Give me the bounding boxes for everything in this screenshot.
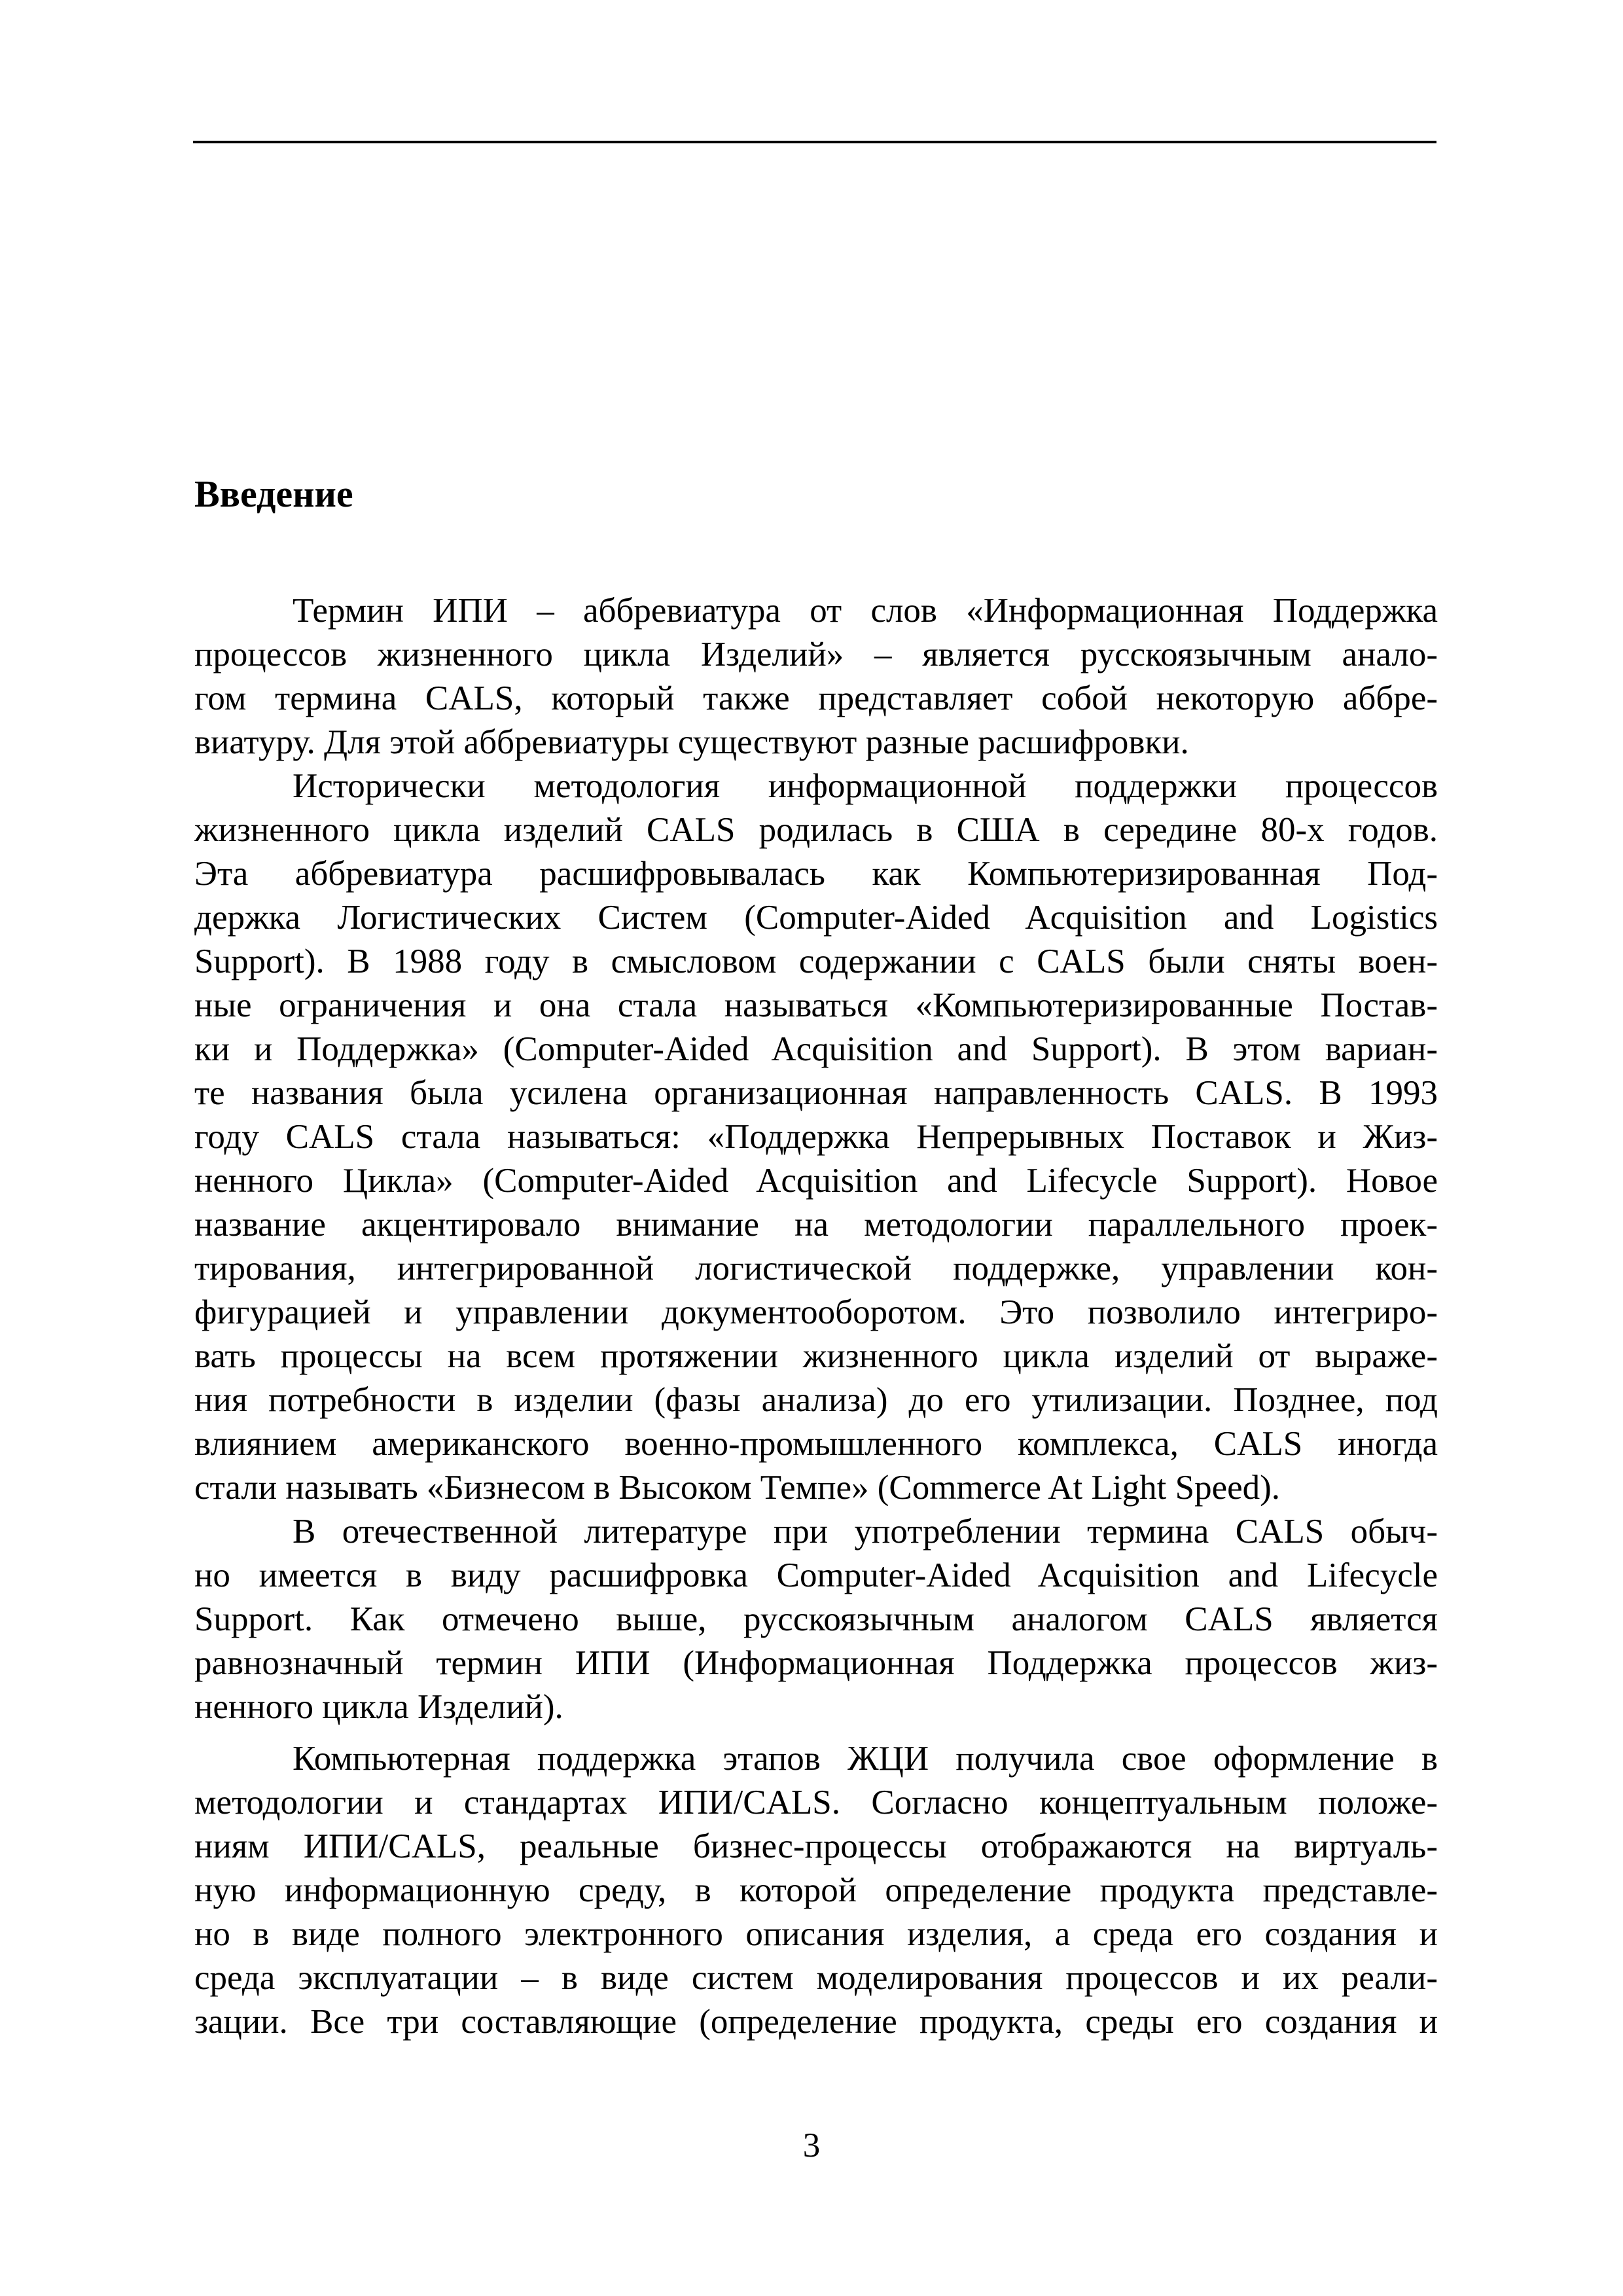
paragraph-line: равнозначный термин ИПИ (Информационная Поддержка процессов жиз- (194, 1644, 1438, 1682)
paragraph-line: ния потребности в изделии (фазы анализа) до его утилизации. Позднее, под (194, 1381, 1438, 1419)
paragraph-line: Support). В 1988 году в смысловом содержании с CALS были сняты воен- (194, 942, 1438, 980)
paragraph-line: виатуру. Для этой аббревиатуры существуют разные расшифровки. (194, 723, 1189, 761)
paragraph-line: гом термина CALS, который также представляет собой некоторую аббре- (194, 679, 1438, 717)
paragraph-line: влиянием американского военно-промышленного комплекса, CALS иногда (194, 1425, 1438, 1463)
paragraph-line: но имеется в виду расшифровка Computer-Aided Acquisition and Lifecycle (194, 1556, 1438, 1594)
header-rule (193, 141, 1436, 143)
paragraph-line: ненного Цикла» (Computer-Aided Acquisition and Lifecycle Support). Новое (194, 1162, 1438, 1200)
paragraph-line: ниям ИПИ/CALS, реальные бизнес-процессы отображаются на виртуаль- (194, 1827, 1438, 1865)
paragraph-line: те названия была усилена организационная направленность CALS. В 1993 (194, 1074, 1438, 1112)
paragraph-line: но в виде полного электронного описания изделия, а среда его создания и (194, 1915, 1438, 1953)
paragraph-line: Эта аббревиатура расшифровывалась как Компьютеризированная Под- (194, 855, 1438, 893)
paragraphs-container (194, 589, 1438, 2044)
paragraph-line: методологии и стандартах ИПИ/CALS. Согласно концептуальным положе- (194, 1784, 1438, 1821)
paragraph (194, 764, 1438, 1510)
paragraph (194, 589, 1438, 764)
paragraph-line: вать процессы на всем протяжении жизненного цикла изделий от выраже- (194, 1337, 1438, 1375)
paragraph-line: среда эксплуатации – в виде систем моделирования процессов и их реали- (194, 1959, 1438, 1997)
paragraph-line: ки и Поддержка» (Computer-Aided Acquisition and Support). В этом вариан- (194, 1030, 1438, 1068)
paragraph-line: зации. Все три составляющие (определение продукта, среды его создания и (194, 2003, 1438, 2041)
paragraph-line: жизненного цикла изделий CALS родилась в США в середине 80-х годов. (194, 811, 1438, 849)
paragraph-line: ненного цикла Изделий). (194, 1688, 563, 1726)
paragraph-line: ную информационную среду, в которой определение продукта представле- (194, 1871, 1438, 1909)
paragraph (194, 1510, 1438, 1729)
paragraph-line: Support. Как отмечено выше, русскоязычным аналогом CALS является (194, 1600, 1438, 1638)
paragraph-line: тирования, интегрированной логистической поддержке, управлении кон- (194, 1249, 1438, 1287)
paragraph-line: процессов жизненного цикла Изделий» – является русскоязычным анало- (194, 636, 1438, 673)
paragraph-line: фигурацией и управлении документооборотом. Это позволило интегриро- (194, 1293, 1438, 1331)
section-title: Введение (194, 473, 353, 515)
paragraph-line: держка Логистических Систем (Computer-Aided Acquisition and Logistics (194, 899, 1438, 937)
page-number: 3 (802, 2126, 821, 2164)
body-text (194, 589, 1438, 2044)
paragraph-line: Исторически методология информационной поддержки процессов (293, 767, 1438, 805)
paragraph-line: стали называть «Бизнесом в Высоком Темпе» (Commerce At Light Speed). (194, 1469, 1281, 1507)
paragraph-line: Термин ИПИ – аббревиатура от слов «Информационная Поддержка (293, 592, 1438, 630)
paragraph-gap (194, 1729, 1438, 1737)
paragraph-line: В отечественной литературе при употреблении термина CALS обыч- (293, 1513, 1438, 1551)
paragraph-line: Компьютерная поддержка этапов ЖЦИ получила свое оформление в (293, 1740, 1438, 1778)
paragraph-line: название акцентировало внимание на методологии параллельного проек- (194, 1206, 1438, 1244)
paragraph-line: ные ограничения и она стала называться «Компьютеризированные Постав- (194, 986, 1438, 1024)
paragraph (194, 1737, 1438, 2044)
paragraph-line: году CALS стала называться: «Поддержка Непрерывных Поставок и Жиз- (194, 1118, 1438, 1156)
